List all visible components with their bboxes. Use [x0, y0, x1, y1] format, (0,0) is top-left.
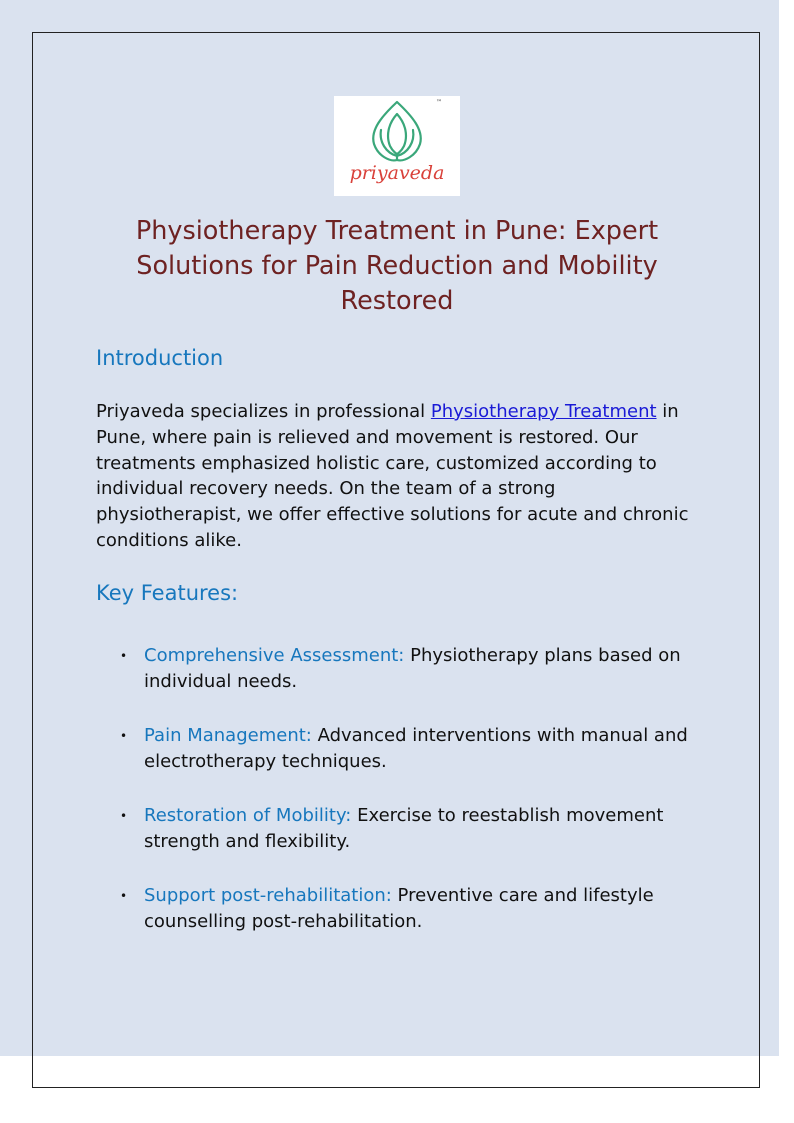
logo-wordmark: priyaveda [349, 162, 445, 184]
bullet-icon: • [120, 889, 128, 903]
feature-text: Preventive care and lifestyle counselling post-rehabilitation. [144, 885, 654, 932]
feature-text: Physiotherapy plans based on individual needs. [144, 645, 681, 692]
feature-item-restoration-of-mobility [120, 803, 706, 855]
introduction-heading: Introduction [96, 346, 224, 370]
key-features-heading: Key Features: [96, 581, 239, 605]
physiotherapy-treatment-link[interactable]: Physiotherapy Treatment [430, 401, 657, 422]
key-features-list [120, 643, 706, 963]
page-title: Physiotherapy Treatment in Pune: Expert Solutions for Pain Reduction and Mobility Restored [135, 216, 659, 316]
bullet-icon: • [120, 729, 128, 743]
feature-title: Support post-rehabilitation: [144, 885, 392, 906]
intro-text-end: in Pune, where pain is relieved and movement is restored. Our treatments emphasized holistic care, customized according to individual recovery needs. On the team of a strong physiotherapist, we offer effective solutions for acute and chronic conditions alike. [96, 401, 689, 551]
bullet-icon: • [120, 649, 128, 663]
feature-text: Advanced interventions with manual and electrotherapy techniques. [144, 725, 688, 772]
trademark-symbol: ™ [436, 99, 442, 106]
feature-item-comprehensive-assessment [120, 643, 706, 695]
feature-title: Pain Management: [144, 725, 312, 746]
feature-title: Restoration of Mobility: [144, 805, 352, 826]
bullet-icon: • [120, 809, 128, 823]
priyaveda-logo [334, 96, 460, 196]
lotus-leaf-icon [334, 96, 460, 166]
feature-text: Exercise to reestablish movement strength and flexibility. [144, 805, 664, 852]
feature-item-pain-management [120, 723, 706, 775]
feature-title: Comprehensive Assessment: [144, 645, 405, 666]
introduction-paragraph [96, 399, 706, 554]
feature-item-support-post-rehabilitation [120, 883, 706, 935]
intro-text-start: Priyaveda specializes in professional [96, 401, 431, 422]
